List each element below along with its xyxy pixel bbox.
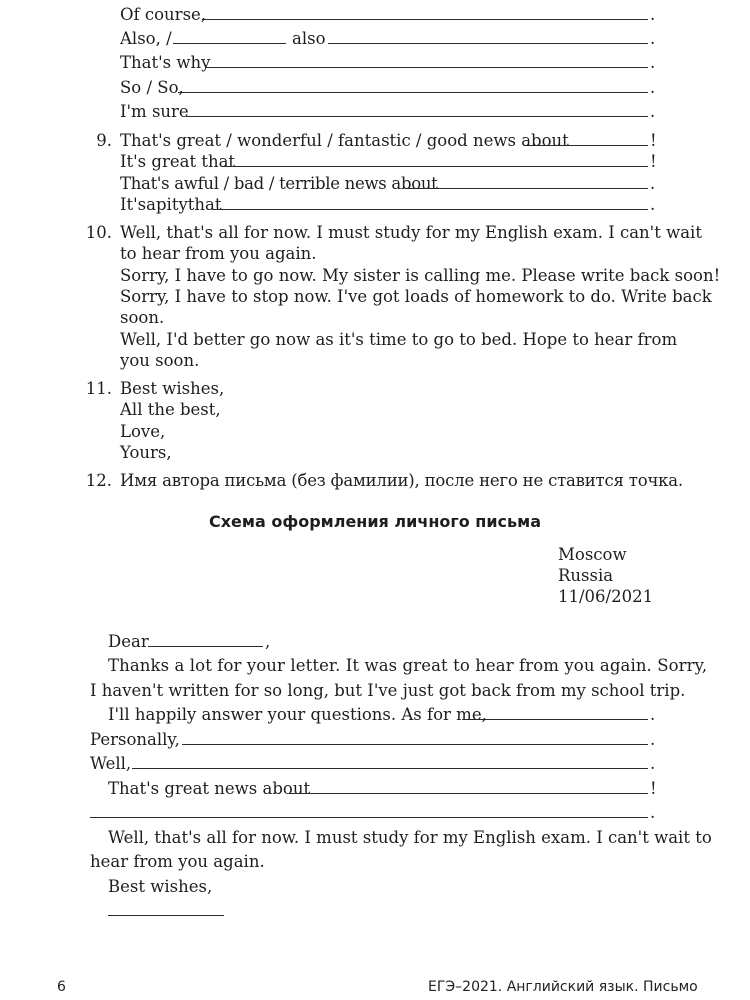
blank-line [205, 67, 648, 68]
item9-line4: It'sapitythat [120, 195, 222, 214]
period: . [650, 78, 656, 97]
address-date: 11/06/2021 [558, 587, 654, 606]
item10-line: to hear from you again. [120, 244, 317, 263]
item11-line: All the best, [120, 400, 221, 419]
greeting-dear: Dear [108, 632, 149, 651]
item10-line: soon. [120, 308, 165, 327]
para1-line1: Thanks a lot for your letter. It was great to hear from you again. Sorry, [108, 656, 708, 675]
period: . [650, 195, 656, 214]
item-number: 12. [85, 471, 112, 490]
item-number: 11. [85, 379, 112, 398]
exclamation: ! [650, 152, 657, 171]
item10-line: Sorry, I have to go now. My sister is calling me. Please write back soon! [120, 266, 721, 285]
blank-line [178, 92, 648, 93]
item9-line2: It's great that [120, 152, 236, 171]
blank-line [222, 166, 648, 167]
signature-blank-line [108, 915, 224, 916]
item9-line1: That's great / wonderful / fantastic / good news about [120, 131, 569, 150]
period: . [650, 705, 656, 724]
item10-line: Sorry, I have to stop now. I've got loads of homework to do. Write back [120, 287, 712, 306]
address-city: Moscow [558, 545, 627, 564]
scheme-title: Схема оформления личного письма [208, 512, 542, 531]
period: . [650, 53, 656, 72]
item11-line: Best wishes, [120, 379, 225, 398]
footer-title: ЕГЭ–2021. Английский язык. Письмо [428, 979, 698, 995]
closing-line2: hear from you again. [90, 852, 265, 871]
item11-line: Love, [120, 422, 166, 441]
page-number: 6 [57, 979, 66, 995]
item11-line: Yours, [120, 443, 172, 462]
phrase-also-a: Also, / [120, 29, 172, 48]
personally: Personally, [90, 730, 180, 749]
blank-line [186, 116, 648, 117]
phrase-thats-why: That's why [120, 53, 211, 72]
item12-text: Имя автора письма (без фамилии), после него не ставится точка. [120, 471, 683, 490]
exclamation: ! [650, 131, 657, 150]
signoff: Best wishes, [108, 877, 213, 896]
para1-line2: I haven't written for so long, but I've just got back from my school trip. [90, 681, 686, 700]
item10-line: Well, I'd better go now as it's time to go to bed. Hope to hear from [120, 330, 678, 349]
period: . [650, 102, 656, 121]
item10-line: you soon. [120, 351, 200, 370]
blank-line [405, 188, 648, 189]
blank-line [148, 646, 263, 647]
item10-line: Well, that's all for now. I must study for my English exam. I can't wait [120, 223, 702, 242]
period: . [650, 5, 656, 24]
blank-line [202, 19, 648, 20]
phrase-im-sure: I'm sure [120, 102, 189, 121]
exclamation: ! [650, 779, 657, 798]
item-number: 10. [85, 223, 112, 242]
blank-line [328, 43, 648, 44]
period: . [650, 174, 656, 193]
blank-line [524, 145, 648, 146]
closing-line1: Well, that's all for now. I must study for my English exam. I can't wait to [108, 828, 712, 847]
period: . [650, 29, 656, 48]
blank-line [173, 43, 286, 44]
period: . [650, 730, 656, 749]
period: . [650, 803, 656, 822]
blank-line [90, 817, 648, 818]
blank-line [132, 768, 648, 769]
item-number: 9. [96, 131, 112, 150]
address-country: Russia [558, 566, 614, 585]
phrase-of-course: Of course, [120, 5, 207, 24]
phrase-also-b: also [292, 29, 326, 48]
greeting-comma: , [265, 632, 271, 651]
blank-line [289, 793, 648, 794]
well: Well, [90, 754, 132, 773]
para2: I'll happily answer your questions. As for me, [108, 705, 487, 724]
phrase-so: So / So, [120, 78, 184, 97]
blank-line [212, 209, 648, 210]
period: . [650, 754, 656, 773]
blank-line [466, 719, 648, 720]
blank-line [182, 744, 648, 745]
great-news: That's great news about [108, 779, 311, 798]
item9-line3: That's awful / bad / terrible news about [120, 174, 438, 193]
